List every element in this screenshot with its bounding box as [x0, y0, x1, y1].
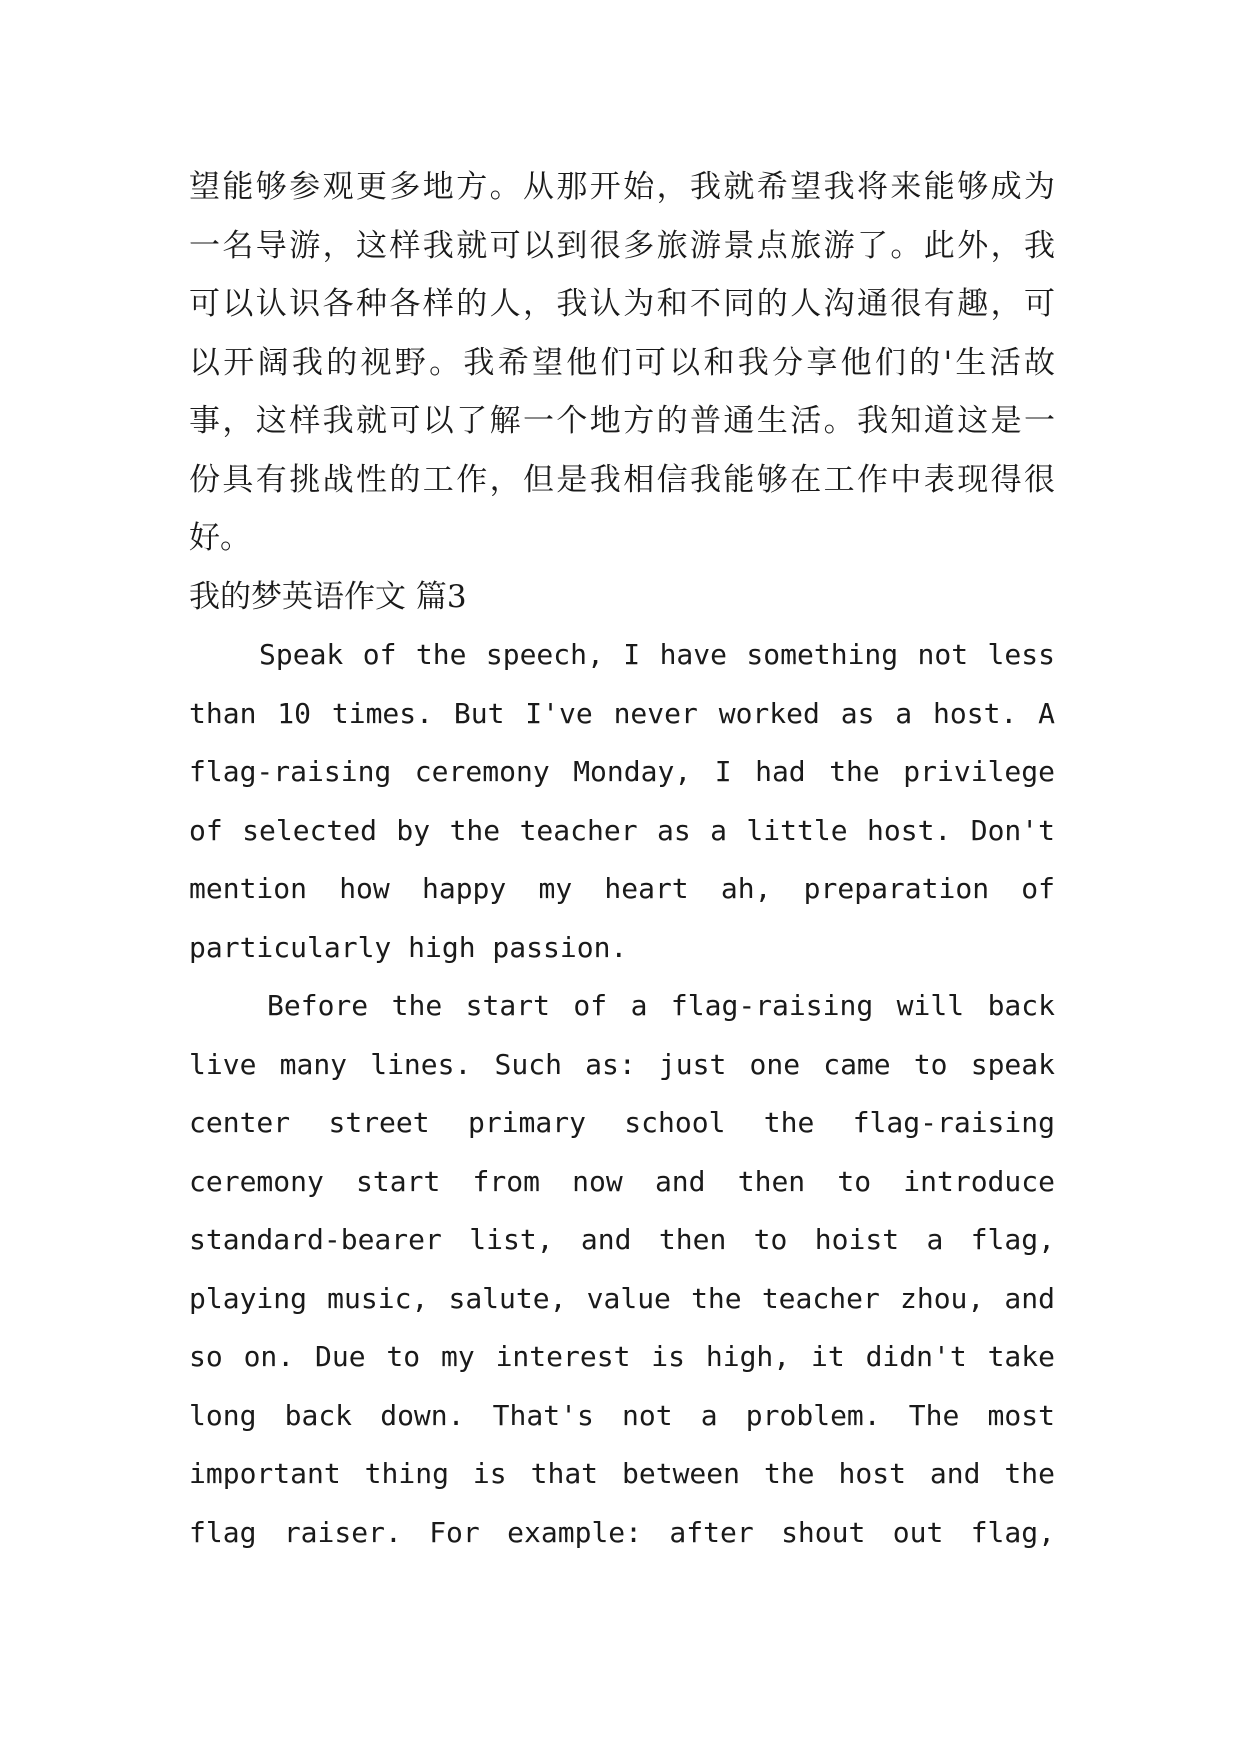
- text-line: Speak of the speech, I have something not less: [259, 638, 1055, 671]
- text-line: than 10 times. But I've never worked as a host. A: [189, 696, 1055, 730]
- text-line: 一名导游，这样我就可以到很多旅游景点旅游了。此外，我: [189, 227, 1055, 264]
- text-line: 好。: [189, 520, 251, 556]
- text-line: particularly high passion.: [189, 930, 628, 964]
- document-page: [189, 158, 1055, 1562]
- text-line: so on. Due to my interest is high, it didn't take: [189, 1340, 1055, 1373]
- text-line: 以开阔我的视野。我希望他们可以和我分享他们的'生活故: [189, 344, 1055, 381]
- english-paragraph-2: [189, 977, 1055, 1562]
- text-line: of selected by the teacher as a little host. Don't: [189, 813, 1055, 847]
- text-line: standard-bearer list, and then to hoist a flag,: [189, 1223, 1055, 1256]
- text-line: flag raiser. For example: after shout out flag,: [189, 1515, 1055, 1549]
- text-line: 事，这样我就可以了解一个地方的普通生活。我知道这是一: [189, 403, 1055, 439]
- text-line: long back down. That's not a problem. The most: [189, 1398, 1055, 1432]
- text-line: ceremony start from now and then to introduce: [189, 1164, 1055, 1198]
- text-line: 望能够参观更多地方。从那开始，我就希望我将来能够成为: [189, 169, 1055, 205]
- text-line: 可以认识各种各样的人，我认为和不同的人沟通很有趣，可: [189, 286, 1055, 322]
- text-line: playing music, salute, value the teacher zhou, and: [189, 1281, 1055, 1315]
- text-line: flag-raising ceremony Monday, I had the privilege: [189, 755, 1055, 788]
- chinese-paragraph: [189, 158, 1055, 568]
- text-line: center street primary school the flag-raising: [189, 1106, 1055, 1139]
- section-heading: 我的梦英语作文 篇3: [189, 578, 467, 615]
- text-line: 份具有挑战性的工作，但是我相信我能够在工作中表现得很: [189, 461, 1055, 498]
- text-line: live many lines. Such as: just one came to speak: [189, 1047, 1055, 1081]
- text-line: important thing is that between the host and the: [189, 1457, 1055, 1490]
- english-paragraph-1: [189, 626, 1055, 977]
- text-line: Before the start of a flag-raising will back: [267, 989, 1055, 1022]
- text-line: mention how happy my heart ah, preparation of: [189, 872, 1055, 905]
